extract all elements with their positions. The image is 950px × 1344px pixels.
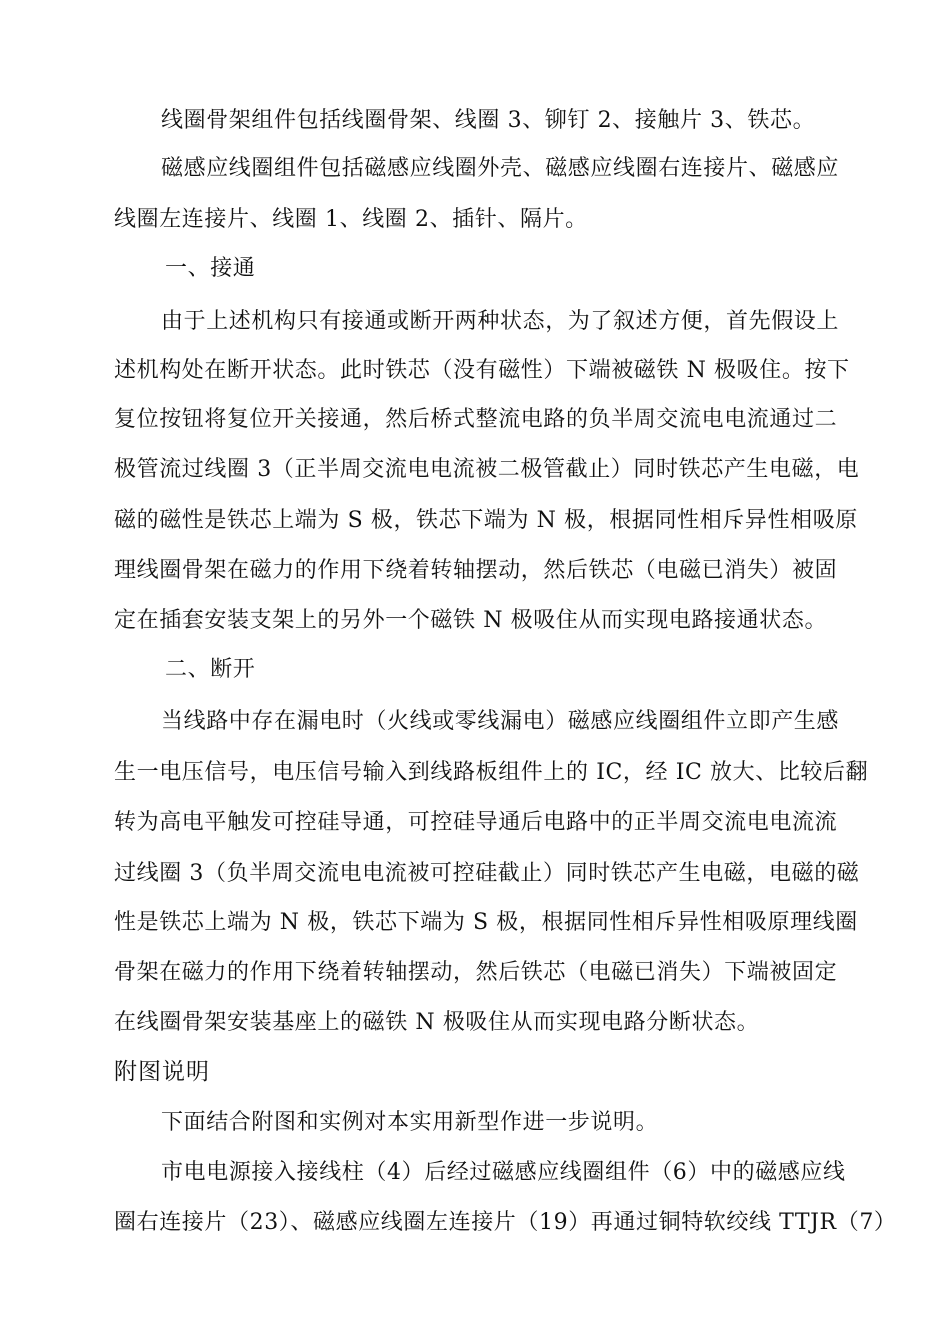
text-line: 生一电压信号，电压信号输入到线路板组件上的 IC，经 IC 放大、比较后翻 bbox=[114, 760, 869, 785]
text-line: 定在插套安装支架上的另外一个磁铁 N 极吸住从而实现电路接通状态。 bbox=[114, 608, 828, 633]
text-line: 线圈骨架组件包括线圈骨架、线圈 3、铆钉 2、接触片 3、铁芯。 bbox=[161, 108, 816, 133]
text-line: 线圈左连接片、线圈 1、线圈 2、插针、隔片。 bbox=[114, 207, 588, 232]
text-line: 过线圈 3（负半周交流电电流被可控硅截止）同时铁芯产生电磁，电磁的磁 bbox=[114, 861, 860, 886]
text-line: 圈右连接片（23）、磁感应线圈左连接片（19）再通过铜特软绞线 TTJR（7） bbox=[114, 1210, 897, 1235]
text-line: 下面结合附图和实例对本实用新型作进一步说明。 bbox=[161, 1110, 659, 1135]
text-line: 极管流过线圈 3（正半周交流电电流被二极管截止）同时铁芯产生电磁，电 bbox=[114, 457, 860, 482]
text-line: 骨架在磁力的作用下绕着转轴摆动，然后铁芯（电磁已消失）下端被固定 bbox=[114, 960, 838, 985]
text-line: 转为高电平触发可控硅导通，可控硅导通后电路中的正半周交流电电流流 bbox=[114, 810, 838, 835]
heading-disconnect: 二、断开 bbox=[165, 657, 256, 682]
section-title-figures: 附图说明 bbox=[114, 1059, 210, 1085]
text-line: 当线路中存在漏电时（火线或零线漏电）磁感应线圈组件立即产生感 bbox=[161, 709, 840, 734]
text-line: 由于上述机构只有接通或断开两种状态，为了叙述方便，首先假设上 bbox=[161, 309, 840, 334]
text-line: 在线圈骨架安装基座上的磁铁 N 极吸住从而实现电路分断状态。 bbox=[114, 1010, 760, 1035]
text-line: 市电电源接入接线柱（4）后经过磁感应线圈组件（6）中的磁感应线 bbox=[161, 1160, 846, 1185]
heading-connect: 一、接通 bbox=[165, 256, 256, 281]
text-line: 述机构处在断开状态。此时铁芯（没有磁性）下端被磁铁 N 极吸住。按下 bbox=[114, 358, 850, 383]
text-line: 理线圈骨架在磁力的作用下绕着转轴摆动，然后铁芯（电磁已消失）被固 bbox=[114, 558, 838, 583]
text-line: 复位按钮将复位开关接通，然后桥式整流电路的负半周交流电电流通过二 bbox=[114, 407, 838, 432]
text-line: 磁感应线圈组件包括磁感应线圈外壳、磁感应线圈右连接片、磁感应 bbox=[161, 156, 840, 181]
text-line: 磁的磁性是铁芯上端为 S 极，铁芯下端为 N 极，根据同性相斥异性相吸原 bbox=[114, 508, 858, 533]
text-line: 性是铁芯上端为 N 极，铁芯下端为 S 极，根据同性相斥异性相吸原理线圈 bbox=[114, 910, 858, 935]
